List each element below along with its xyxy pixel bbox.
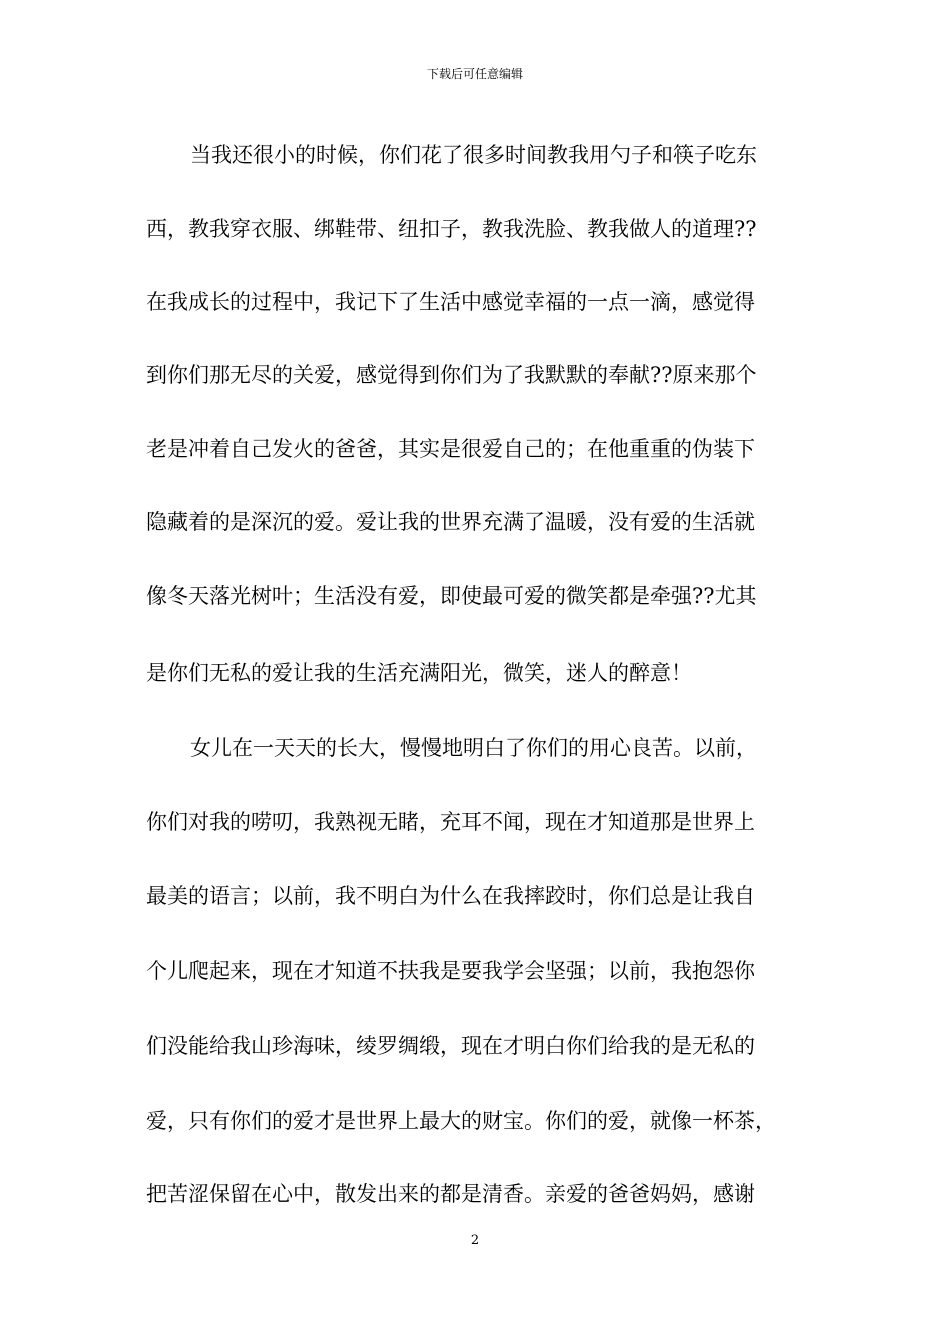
text-line <box>0 1179 950 1209</box>
text-line <box>0 581 950 611</box>
text-line-content: 把苦涩保留在心中，散发出来的都是清香。亲爱的爸爸妈妈，感谢 <box>146 1182 755 1206</box>
page-number: 2 <box>470 1233 480 1248</box>
text-line-content: 到你们那无尽的关爱，感觉得到你们为了我默默的奉献??原来那个 <box>146 363 757 387</box>
text-line <box>0 434 950 464</box>
text-line-content: 们没能给我山珍海味，绫罗绸缎，现在才明白你们给我的是无私的 <box>146 1034 755 1058</box>
text-line <box>0 360 950 390</box>
text-line <box>0 140 950 170</box>
text-line <box>0 807 950 837</box>
text-line <box>0 507 950 537</box>
text-line-content: 隐藏着的是深沉的爱。爱让我的世界充满了温暖，没有爱的生活就 <box>146 510 755 534</box>
text-line <box>0 881 950 911</box>
text-line-content: 当我还很小的时候，你们花了很多时间教我用勺子和筷子吃东 <box>190 143 757 167</box>
text-line-content: 老是冲着自己发火的爸爸，其实是很爱自己的；在他重重的伪装下 <box>146 437 755 461</box>
text-line-content: 在我成长的过程中，我记下了生活中感觉幸福的一点一滴，感觉得 <box>146 290 755 314</box>
text-line <box>0 733 950 763</box>
text-line-content: 最美的语言；以前，我不明白为什么在我摔跤时，你们总是让我自 <box>146 884 755 908</box>
text-line <box>0 1031 950 1061</box>
text-line <box>0 287 950 317</box>
text-line-content: 西，教我穿衣服、绑鞋带、纽扣子，教我洗脸、教我做人的道理?? <box>146 217 757 241</box>
text-line-content: 像冬天落光树叶；生活没有爱，即使最可爱的微笑都是牵强??尤其 <box>146 584 757 608</box>
text-line-content: 女儿在一天天的长大，慢慢地明白了你们的用心良苦。以前， <box>190 736 757 760</box>
text-line-content: 个儿爬起来，现在才知道不扶我是要我学会坚强；以前，我抱怨你 <box>146 959 755 983</box>
text-line-content: 你们对我的唠叨，我熟视无睹，充耳不闻，现在才知道那是世界上 <box>146 810 755 834</box>
text-line <box>0 956 950 986</box>
text-line <box>0 1106 950 1136</box>
text-line-content: 是你们无私的爱让我的生活充满阳光，微笑，迷人的醉意！ <box>146 661 692 685</box>
text-line-content: 爱，只有你们的爱才是世界上最大的财宝。你们的爱，就像一杯茶， <box>146 1109 776 1133</box>
page-header: 下载后可任意编辑 <box>426 67 523 81</box>
text-line <box>0 658 950 688</box>
text-line <box>0 214 950 244</box>
